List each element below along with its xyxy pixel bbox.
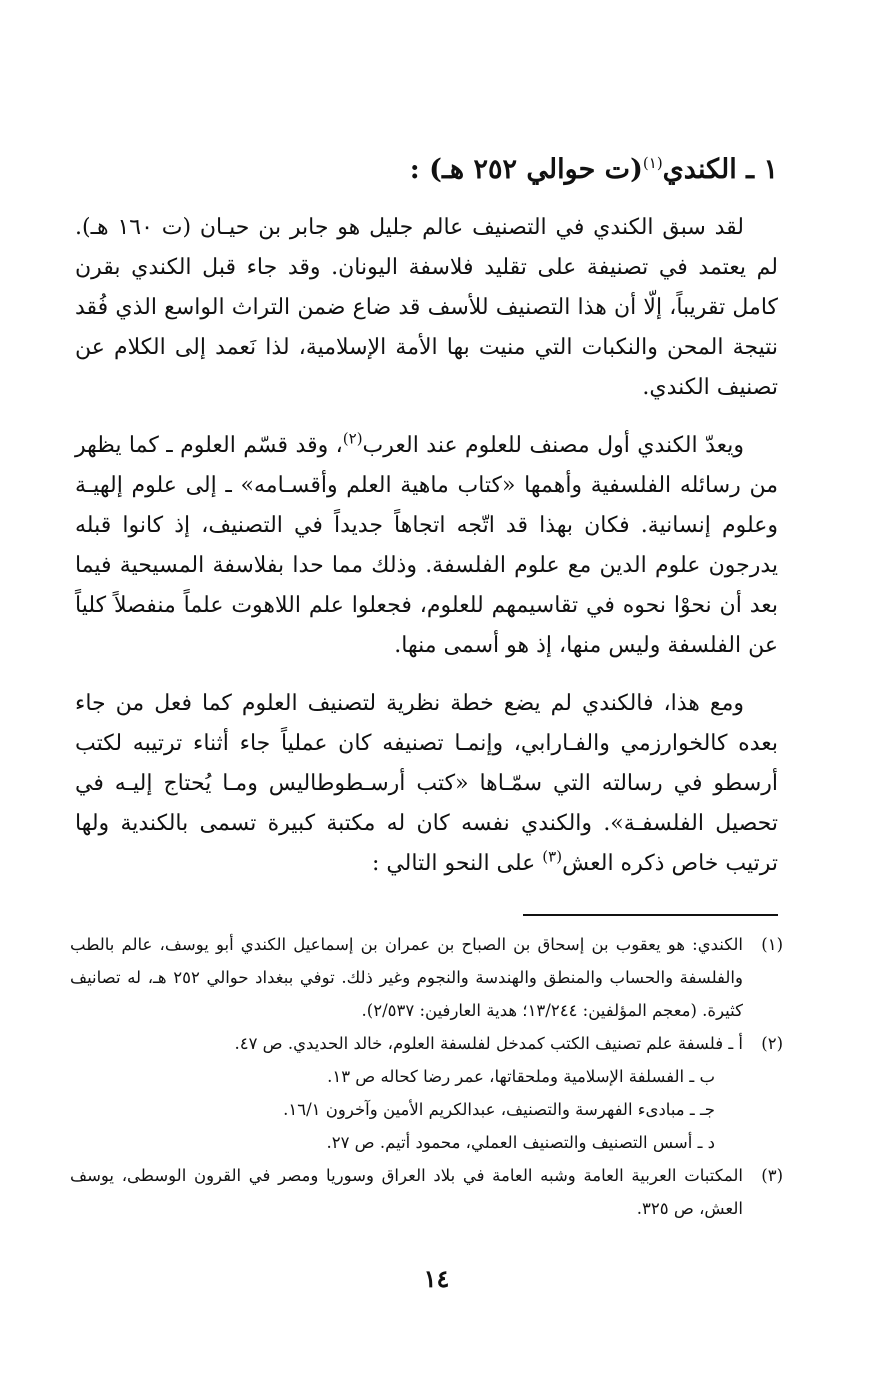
heading-date: (ت حوالي ٢٥٢ هـ) : — [409, 154, 643, 185]
section-heading — [75, 150, 778, 190]
paragraph-3-rest: على النحو التالي : — [371, 851, 543, 876]
paragraph-1-text: لقد سبق الكندي في التصنيف عالم جليل هو جابر بن حيـان (ت ١٦٠ هـ). لم يعتمد في تصنيفة على تقليد فلاسفة اليونان. وقد جاء قبل الكندي بقرن كامل تقريباً، إلّا أن هذا التصنيف للأسف قد ضاع ضمن التراث الواسع الذي فُقد نتيجة المحن والنكبات التي منيت بها الأمة الإسلامية، لذا نَعمد إلى الكلام عن تصنيف الكندي. — [75, 215, 778, 400]
paragraph-1 — [75, 208, 778, 408]
footnotes — [70, 928, 783, 1225]
footnote-2-text: أ ـ فلسفة علم تصنيف الكتب كمدخل لفلسفة العلوم، خالد الحديدي. ص ٤٧. — [234, 1034, 743, 1053]
main-text — [75, 150, 778, 902]
footnote-3-text: المكتبات العربية العامة وشبه العامة في بلاد العراق وسوريا ومصر في القرون الوسطى، يوسف العش، ص ٣٢٥. — [70, 1166, 743, 1218]
footnote-ref-3[interactable]: (٣) — [542, 847, 563, 866]
footnote-3 — [70, 1159, 783, 1225]
footnote-ref-2[interactable]: (٢) — [342, 429, 363, 448]
footnote-2-sub-c: جـ ـ مبادىء الفهرسة والتصنيف، عبدالكريم الأمين وآخرون ١٦/١. — [283, 1100, 715, 1119]
paragraph-2 — [75, 426, 778, 666]
footnote-2-sub-d: د ـ أسس التصنيف والتصنيف العملي، محمود أتيم. ص ٢٧. — [326, 1133, 715, 1152]
footnote-2 — [70, 1027, 783, 1060]
footnote-1-number: (١) — [761, 935, 783, 954]
footnote-1 — [70, 928, 783, 1027]
footnote-2-sub-b: ب ـ الفسلفة الإسلامية وملحقاتها، عمر رضا كحاله ص ١٣. — [327, 1067, 715, 1086]
paragraph-3 — [75, 684, 778, 884]
paragraph-2-start: ويعدّ الكندي أول مصنف للعلوم عند العرب — [362, 433, 744, 458]
paragraph-2-rest: ، وقد قسّم العلوم ـ كما يظهر من رسائله الفلسفية وأهمها «كتاب ماهية العلم وأقسـامه» ـ إلى علوم إلهيـة وعلوم إنسانية. فكان بهذا قد اتّجه اتجاهاً جديداً في التصنيف، إذ كانوا قبله يدرجون علوم الدين مع علوم الفلسفة. وذلك مما حدا بفلاسفة المسيحية فيما بعد أن نحوْا نحوه في تقاسيمهم للعلوم، فجعلوا علم اللاهوت علماً منفصلاً كلياً عن الفلسفة وليس منها، إذ هو أسمى منها. — [75, 433, 778, 658]
footnote-2-number: (٢) — [761, 1034, 783, 1053]
footnote-1-text: الكندي: هو يعقوب بن إسحاق بن الصباح بن عمران بن إسماعيل الكندي أبو يوسف، عالم بالطب والفلسفة والحساب والمنطق والهندسة والنجوم وغير ذلك. توفي ببغداد حوالي ٢٥٢ هـ، له تصانيف كثيرة. (معجم المؤلفين: ١٣/٢٤٤؛ هدية العارفين: ٢/٥٣٧). — [70, 935, 743, 1020]
footnote-3-number: (٣) — [761, 1166, 783, 1185]
footnote-divider — [523, 914, 778, 916]
footnote-ref-1[interactable]: (١) — [642, 154, 663, 172]
paragraph-3-start: ومع هذا، فالكندي لم يضع خطة نظرية لتصنيف العلوم كما فعل من جاء بعده كالخوارزمي والفـارابي، وإنمـا تصنيفه كان عملياً جاء أثناء ترتيبه لكتب أرسطو في رسالته التي سمّـاها «كتب أرسـطوطاليس ومـا يُحتاج إليـه في تحصيل الفلسفـة». والكندي نفسه كان له مكتبة كبيرة تسمى بالكندية ولها ترتيب خاص ذكره العش — [75, 691, 778, 876]
heading-title: ١ ـ الكندي — [662, 154, 778, 185]
page-number: ١٤ — [423, 1264, 450, 1293]
